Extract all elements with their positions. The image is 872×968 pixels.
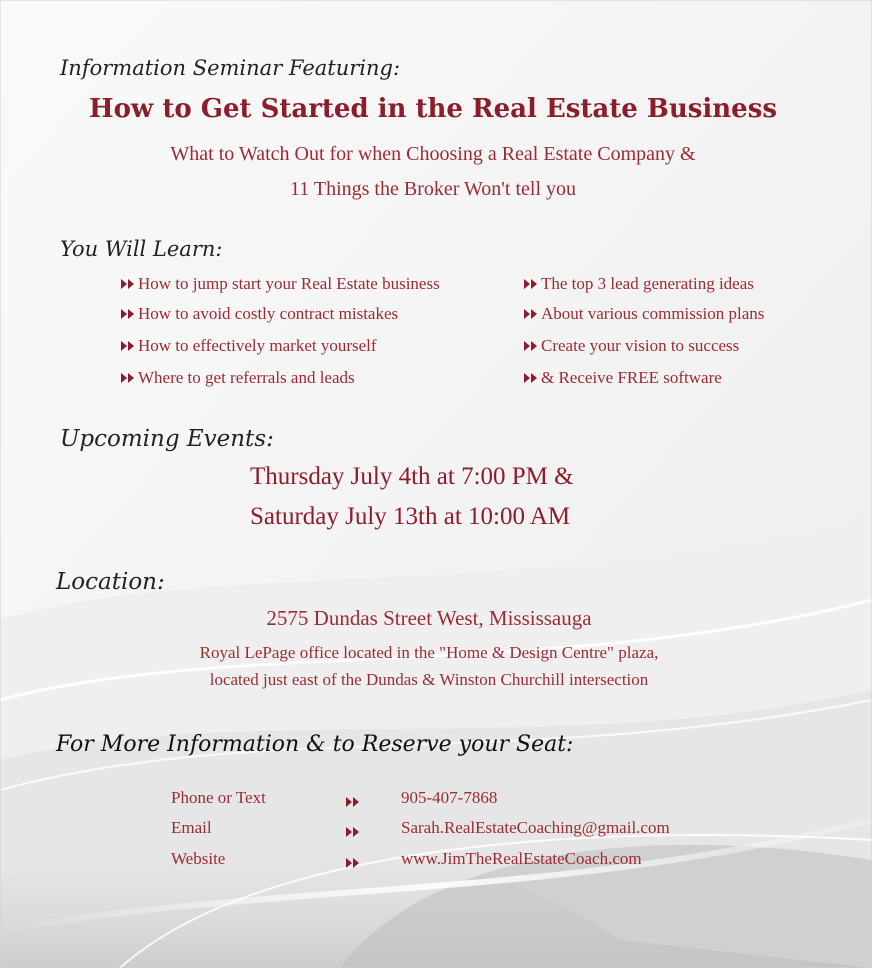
- double-arrow-icon: [120, 278, 136, 290]
- contact-value-email[interactable]: Sarah.RealEstateCoaching@gmail.com: [401, 818, 670, 837]
- learn-heading: You Will Learn:: [60, 237, 223, 261]
- list-item: [523, 274, 754, 294]
- event-date-2: Saturday July 13th at 10:00 AM: [250, 503, 571, 530]
- list-item: [120, 304, 398, 324]
- location-note-1: Royal LePage office located in the "Home & Design Centre" plaza,: [199, 643, 659, 662]
- list-item-label: The top 3 lead generating ideas: [541, 274, 754, 293]
- double-arrow-icon: [523, 278, 539, 290]
- list-item: [120, 274, 440, 294]
- double-arrow-icon: [120, 308, 136, 320]
- contact-value-phone[interactable]: 905-407-7868: [401, 788, 498, 807]
- contact-label-email: Email: [171, 818, 212, 837]
- double-arrow-icon: [523, 340, 539, 352]
- list-item: [120, 336, 377, 356]
- contact-value-website[interactable]: www.JimTheRealEstateCoach.com: [401, 849, 642, 868]
- double-arrow-icon: [120, 340, 136, 352]
- double-arrow-icon: [345, 793, 361, 812]
- list-item-label: How to avoid costly contract mistakes: [138, 304, 399, 323]
- double-arrow-icon: [345, 823, 361, 842]
- double-arrow-icon: [523, 308, 539, 320]
- list-item-label: & Receive FREE software: [541, 368, 722, 387]
- page-title: How to Get Started in the Real Estate Business: [89, 94, 777, 124]
- list-item: [523, 304, 764, 324]
- list-item-label: How to jump start your Real Estate business: [138, 274, 440, 293]
- double-arrow-icon: [345, 854, 361, 873]
- location-note-2: located just east of the Dundas & Winston Churchill intersection: [209, 670, 649, 689]
- double-arrow-icon: [523, 372, 539, 384]
- subtitle-line-1: What to Watch Out for when Choosing a Real Estate Company &: [170, 143, 696, 165]
- contact-label-phone: Phone or Text: [171, 788, 266, 807]
- list-item: [523, 336, 739, 356]
- intro-heading: Information Seminar Featuring:: [60, 56, 401, 80]
- location-address: 2575 Dundas Street West, Mississauga: [266, 606, 592, 630]
- list-item: [523, 368, 722, 388]
- list-item: [120, 368, 355, 388]
- subtitle-line-2: 11 Things the Broker Won't tell you: [289, 178, 577, 200]
- list-item-label: How to effectively market yourself: [138, 336, 377, 355]
- events-heading: Upcoming Events:: [60, 426, 274, 452]
- event-date-1: Thursday July 4th at 7:00 PM &: [250, 463, 574, 490]
- list-item-label: Create your vision to success: [541, 336, 740, 355]
- double-arrow-icon: [120, 372, 136, 384]
- location-heading: Location:: [56, 569, 165, 595]
- list-item-label: About various commission plans: [541, 304, 765, 323]
- contact-label-website: Website: [171, 849, 226, 868]
- contact-heading: For More Information & to Reserve your Seat:: [56, 732, 574, 757]
- list-item-label: Where to get referrals and leads: [138, 368, 355, 387]
